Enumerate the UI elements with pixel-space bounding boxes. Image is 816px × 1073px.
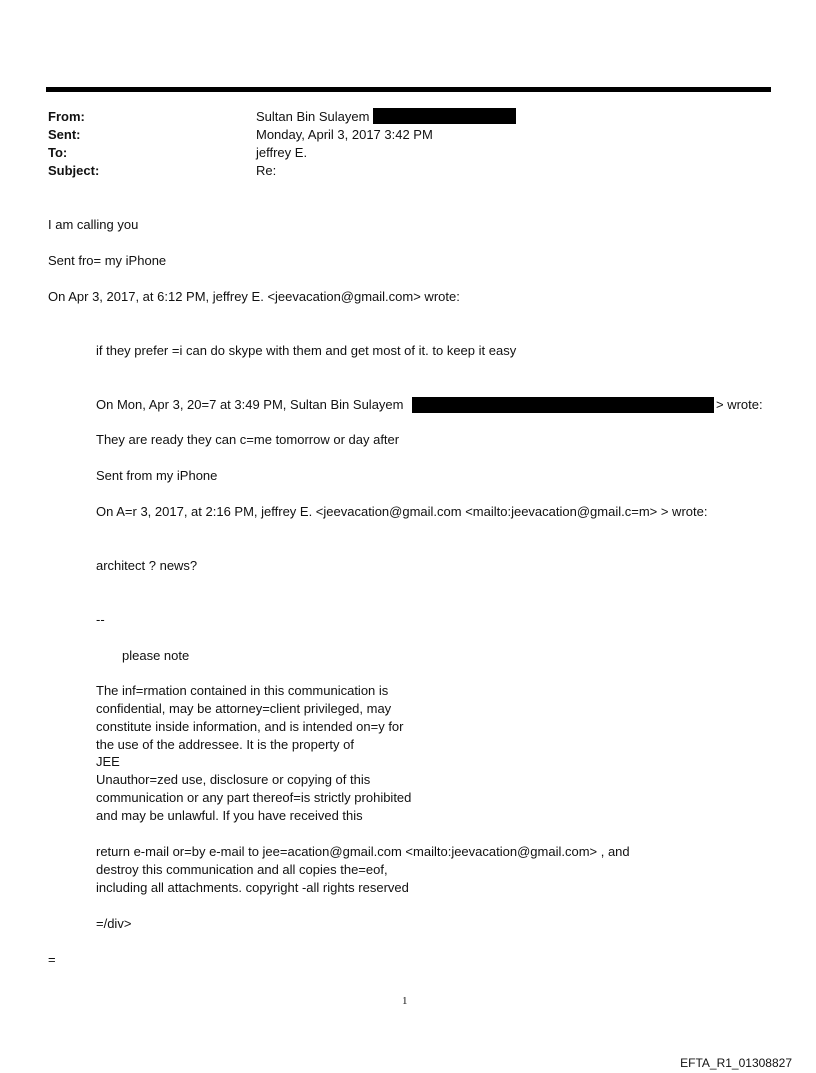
disclaimer-line: destroy this communication and all copies the=eof, <box>96 862 388 877</box>
disclaimer-line: including all attachments. copyright -all rights reserved <box>96 880 409 895</box>
sent-label: Sent: <box>48 127 81 142</box>
document-id: EFTA_R1_01308827 <box>680 1056 792 1070</box>
to-value: jeffrey E. <box>256 145 308 160</box>
disclaimer-line: confidential, may be attorney=client privileged, may <box>96 701 392 716</box>
to-label: To: <box>48 145 68 160</box>
disclaimer-line: constitute inside information, and is intended on=y for <box>96 719 404 734</box>
subject-label: Subject: <box>48 163 100 178</box>
from-value: Sultan Bin Sulayem <box>256 109 370 124</box>
from-label: From: <box>48 109 85 124</box>
quoted-line: On Mon, Apr 3, 20=7 at 3:49 PM, Sultan Bin Sulayem <box>96 397 404 412</box>
disclaimer-line: the use of the addressee. It is the property of <box>96 737 354 752</box>
subject-value: Re: <box>256 163 277 178</box>
body-line: On Apr 3, 2017, at 6:12 PM, jeffrey E. <jeevacation@gmail.com> wrote: <box>48 289 460 304</box>
disclaimer-line: JEE <box>96 754 120 769</box>
redaction-box <box>373 108 516 124</box>
page-number: 1 <box>402 995 408 1007</box>
body-line: I am calling you <box>48 217 139 232</box>
redaction-box <box>412 397 714 413</box>
signature-dashes: -- <box>96 612 105 627</box>
quoted-line: if they prefer =i can do skype with them and get most of it. to keep it easy <box>96 343 517 358</box>
quoted-line: Sent from my iPhone <box>96 468 218 483</box>
disclaimer-line: Unauthor=zed use, disclosure or copying of this <box>96 772 371 787</box>
quoted-line: They are ready they can c=me tomorrow or day after <box>96 432 400 447</box>
sent-value: Monday, April 3, 2017 3:42 PM <box>256 127 433 142</box>
equals-text: = <box>48 952 56 967</box>
header-rule <box>46 87 771 92</box>
div-close-text: =/div> <box>96 916 132 931</box>
quoted-line: > wrote: <box>716 397 763 412</box>
body-line: Sent fro= my iPhone <box>48 253 167 268</box>
quoted-line: On A=r 3, 2017, at 2:16 PM, jeffrey E. <jeevacation@gmail.com <mailto:jeevacation@gmail.c=m> > wrote: <box>96 504 708 519</box>
quoted-line: architect ? news? <box>96 558 198 573</box>
please-note: please note <box>122 648 190 663</box>
disclaimer-line: and may be unlawful. If you have received this <box>96 808 363 823</box>
disclaimer-line: communication or any part thereof=is strictly prohibited <box>96 790 412 805</box>
disclaimer-line: The inf=rmation contained in this communication is <box>96 683 389 698</box>
disclaimer-line: return e-mail or=by e-mail to jee=acation@gmail.com <mailto:jeevacation@gmail.com> , and <box>96 844 630 859</box>
